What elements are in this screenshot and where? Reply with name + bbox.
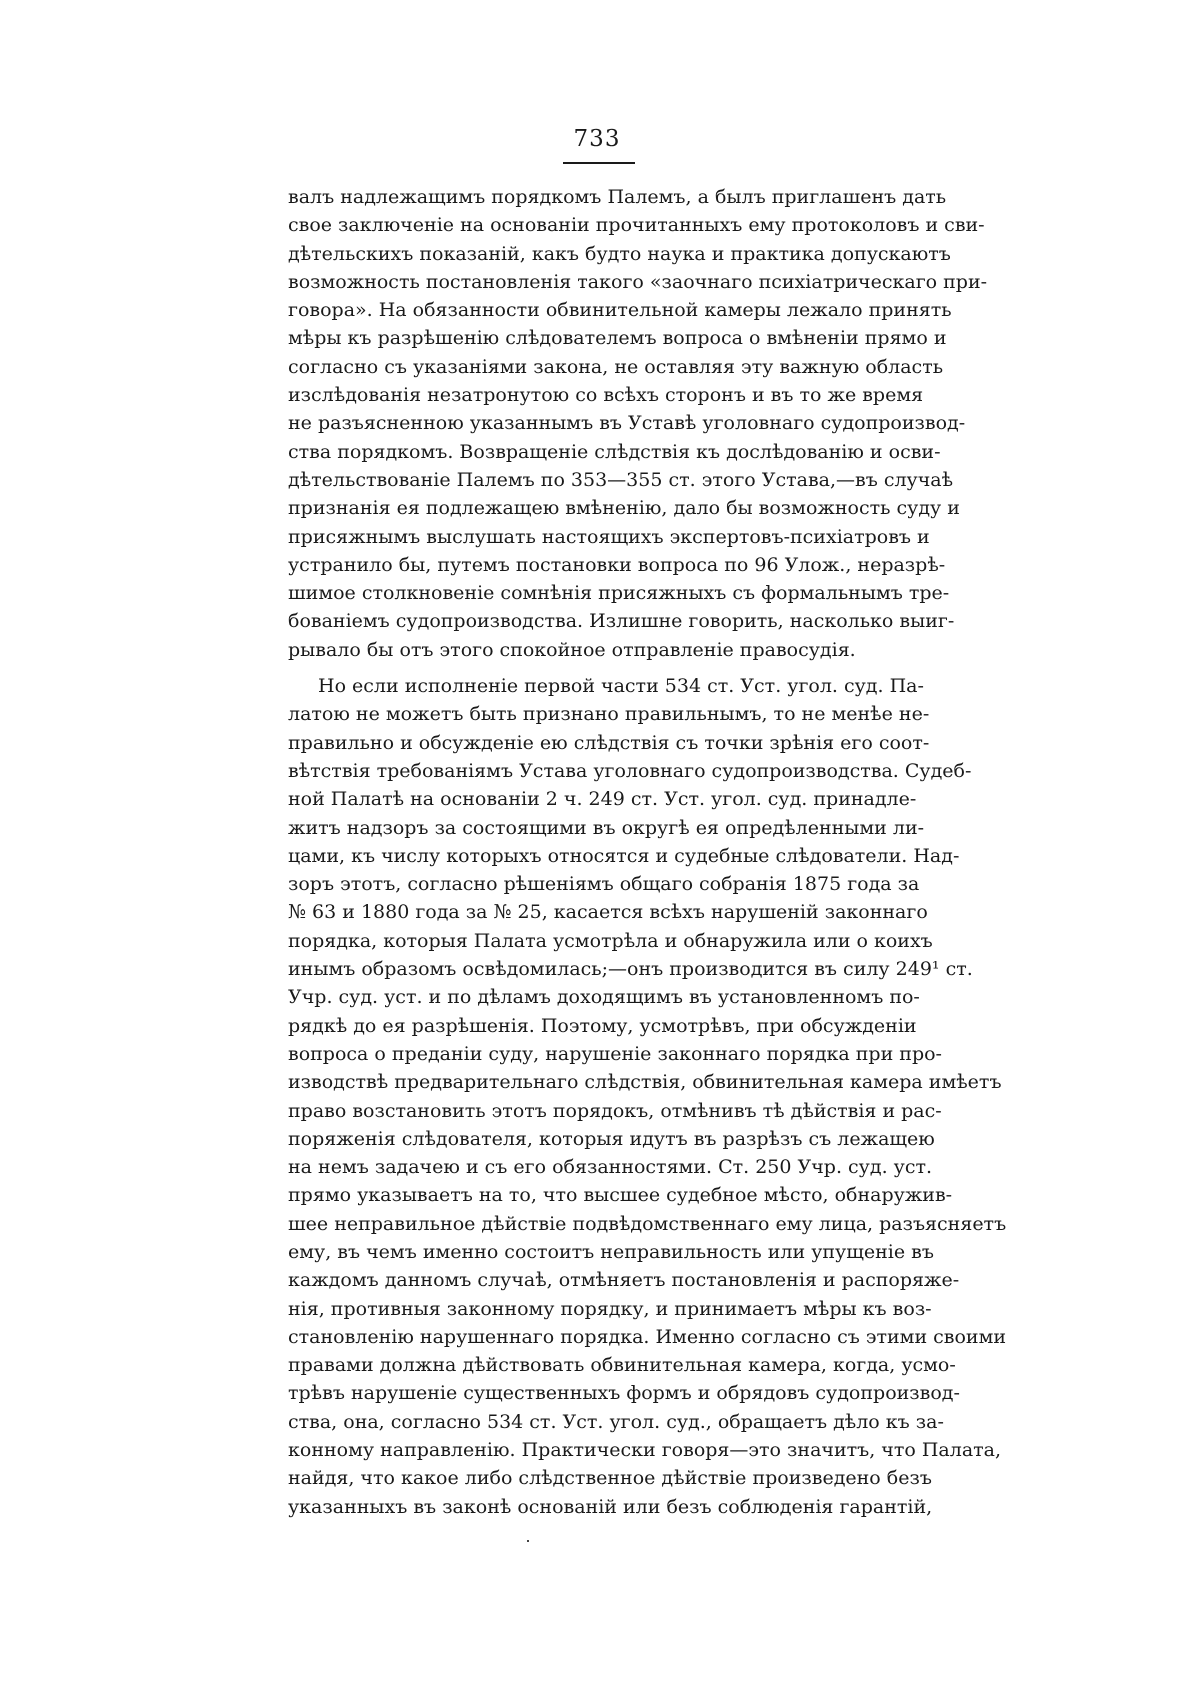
- text-line: № 63 и 1880 года за № 25, касается всѣхъ нарушеній законнаго: [288, 901, 928, 924]
- paragraph-2: [288, 672, 1007, 1521]
- text-line: ему, въ чемъ именно состоитъ неправильность или упущеніе въ: [288, 1240, 934, 1263]
- text-line: ства порядкомъ. Возвращеніе слѣдствія къ дослѣдованію и осви-: [288, 440, 941, 463]
- text-line: инымъ образомъ освѣдомилась;—онъ производится въ силу 249¹ ст.: [288, 958, 973, 981]
- text-line: каждомъ данномъ случаѣ, отмѣняетъ постановленія и распоряже-: [288, 1269, 960, 1292]
- text-line: рывало бы отъ этого спокойное отправленіе правосудія.: [288, 638, 856, 661]
- text-line: рядкѣ до ея разрѣшенія. Поэтому, усмотрѣвъ, при обсужденіи: [288, 1014, 917, 1037]
- text-line: изслѣдованія незатронутою со всѣхъ сторонъ и въ то же время: [288, 384, 924, 407]
- text-line: зоръ этотъ, согласно рѣшеніямъ общаго собранія 1875 года за: [288, 873, 920, 896]
- text-line: Учр. суд. уст. и по дѣламъ доходящимъ въ установленномъ по-: [288, 986, 920, 1009]
- text-line: прямо указываетъ на то, что высшее судебное мѣсто, обнаружив-: [288, 1184, 953, 1207]
- text-line: трѣвъ нарушеніе существенныхъ формъ и обрядовъ судопроизвод-: [288, 1382, 960, 1405]
- text-line: право возстановить этотъ порядокъ, отмѣнивъ тѣ дѣйствія и рас-: [288, 1099, 942, 1122]
- text-line: дѣтельскихъ показаній, какъ будто наука и практика допускаютъ: [288, 242, 951, 265]
- text-line: вопроса о преданіи суду, нарушеніе законнаго порядка при про-: [288, 1042, 942, 1065]
- text-line: устранило бы, путемъ постановки вопроса по 96 Улож., неразрѣ-: [288, 553, 946, 576]
- text-line: признанія ея подлежащею вмѣненію, дало бы возможность суду и: [288, 497, 960, 520]
- text-line: присяжнымъ выслушать настоящихъ экспертовъ-психіатровъ и: [288, 525, 930, 548]
- text-line: поряженія слѣдователя, которыя идутъ въ разрѣзъ съ лежащею: [288, 1127, 935, 1150]
- page-number: 733: [573, 126, 621, 152]
- text-line: ной Палатѣ на основаніи 2 ч. 249 ст. Уст. угол. суд. принадле-: [288, 788, 917, 811]
- paragraph-1: [288, 183, 988, 664]
- scan-speck: [527, 1540, 529, 1542]
- text-line: на немъ задачею и съ его обязанностями. Ст. 250 Учр. суд. уст.: [288, 1156, 933, 1179]
- page-number-rule: [563, 162, 635, 164]
- text-block: [288, 183, 1007, 1521]
- text-line: свое заключеніе на основаніи прочитанныхъ ему протоколовъ и сви-: [288, 214, 985, 237]
- text-line: найдя, что какое либо слѣдственное дѣйствіе произведено безъ: [288, 1467, 932, 1490]
- text-line: мѣры къ разрѣшенію слѣдователемъ вопроса о вмѣненіи прямо и: [288, 327, 947, 350]
- text-line: цами, къ числу которыхъ относятся и судебные слѣдователи. Над-: [288, 844, 960, 867]
- text-line: латою не можетъ быть признано правильнымъ, то не менѣе не-: [288, 703, 930, 726]
- text-line: говора». На обязанности обвинительной камеры лежало принять: [288, 299, 952, 322]
- text-line: указанныхъ въ законѣ основаній или безъ соблюденія гарантій,: [288, 1495, 933, 1518]
- text-line: шее неправильное дѣйствіе подвѣдомственнаго ему лица, разъясняетъ: [288, 1212, 1007, 1235]
- text-line: житъ надзоръ за состоящими въ округѣ ея опредѣленными ли-: [288, 816, 925, 839]
- text-line: Но если исполненіе первой части 534 ст. Уст. угол. суд. Па-: [318, 675, 924, 698]
- paragraph-gap: [288, 664, 910, 672]
- text-line: конному направленію. Практически говоря—это значитъ, что Палата,: [288, 1439, 1002, 1462]
- text-line: вѣтствія требованіямъ Устава уголовнаго судопроизводства. Судеб-: [288, 759, 972, 782]
- text-line: бованіемъ судопроизводства. Излишне говорить, насколько выиг-: [288, 610, 955, 633]
- text-line: порядка, которыя Палата усмотрѣла и обнаружила или о коихъ: [288, 929, 933, 952]
- text-line: валъ надлежащимъ порядкомъ Палемъ, а былъ приглашенъ дать: [288, 186, 947, 208]
- text-line: правильно и обсужденіе ею слѣдствія съ точки зрѣнія его соот-: [288, 731, 930, 754]
- text-line: не разъясненною указаннымъ въ Уставѣ уголовнаго судопроизвод-: [288, 412, 966, 435]
- text-line: согласно съ указаніями закона, не оставляя эту важную область: [288, 355, 944, 378]
- text-line: изводствѣ предварительнаго слѣдствія, обвинительная камера имѣетъ: [288, 1071, 1002, 1094]
- text-line: правами должна дѣйствовать обвинительная камера, когда, усмо-: [288, 1354, 956, 1377]
- text-line: становленію нарушеннаго порядка. Именно согласно съ этими своими: [288, 1325, 1007, 1348]
- text-line: ства, она, согласно 534 ст. Уст. угол. суд., обращаетъ дѣло къ за-: [288, 1410, 944, 1433]
- text-line: дѣтельствованіе Палемъ по 353—355 ст. этого Устава,—въ случаѣ: [288, 468, 954, 491]
- text-line: возможность постановленія такого «заочнаго психіатрическаго при-: [288, 270, 988, 293]
- text-line: шимое столкновеніе сомнѣнія присяжныхъ съ формальнымъ тре-: [288, 582, 950, 605]
- text-line: нія, противныя законному порядку, и принимаетъ мѣры къ воз-: [288, 1297, 932, 1320]
